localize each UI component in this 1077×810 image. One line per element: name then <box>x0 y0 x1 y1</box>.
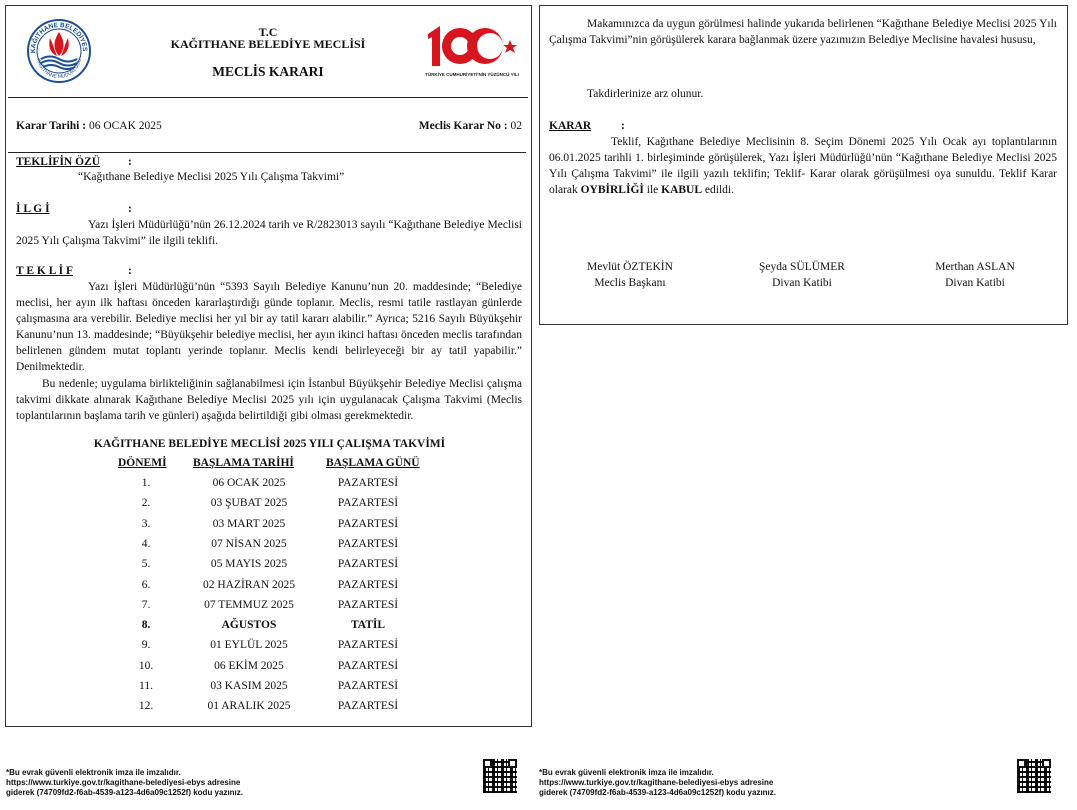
calendar-period: 2. <box>141 497 151 510</box>
calendar-row <box>6 558 533 578</box>
calendar-title: KAĞITHANE BELEDİYE MECLİSİ 2025 YILI ÇALIŞMA TAKVİMİ <box>93 438 446 450</box>
svg-text:KAĞITHANE BELEDİYESİ: KAĞITHANE BELEDİYES <box>29 21 89 54</box>
council-heading: KAĞITHANE BELEDİYE MECLİSİ <box>170 37 366 51</box>
calendar-start-day: PAZARTESİ <box>337 578 399 591</box>
signatory-title: Divan Katibi <box>772 277 832 289</box>
decision-number-value: 02 <box>510 120 522 132</box>
decision-text-main: Teklif, Kağıthane Belediye Meclisinin 8. Seçim Dönemi 2025 Yılı Ocak ayı toplantılarının 06.01.2025 tarihli 1. birleşiminde görüşülerek, Yazı İşleri Müdürlüğü’nün “Kağıthane Belediye Meclisi 2025 Yılı Çalışma Takvimi” ile ilgili yazılı teklifin; Teklif- Karar olarak görüşülmesi oya sunuldu. Teklif Karar olarak <box>549 136 1057 196</box>
calendar-start-day: PAZARTESİ <box>337 700 399 713</box>
calendar-start-date: 07 TEMMUZ 2025 <box>204 598 294 611</box>
signatory-title: Meclis Başkanı <box>594 277 666 289</box>
signatory-3 <box>913 259 1037 291</box>
decision-text-end: edildi. <box>704 184 734 196</box>
tc-heading: T.C <box>258 25 278 39</box>
proposal-paragraph-2: Bu nedenle; uygulama birlikteliğinin sağlanabilmesi için İstanbul Büyükşehir Belediye Meclisi çalışma takvimi dikkate alınarak Kağıthane Belediye Meclisi 2025 yılı için uygulanacak Çalışma Takvimi (Meclis toplantılarının başlama tarih ve günleri) aşağıda belirtildiği gibi olması gerekmektedir. <box>16 378 522 422</box>
reference-heading-row <box>16 201 136 217</box>
calendar-period: 12. <box>138 700 154 713</box>
calendar-start-date: 03 MART 2025 <box>212 517 286 530</box>
calendar-row <box>6 660 533 680</box>
calendar-period: 11. <box>139 680 153 692</box>
summary-heading: TEKLİFİN ÖZÜ <box>16 156 101 168</box>
signatory-1 <box>568 259 692 291</box>
calendar-start-day: PAZARTESİ <box>337 517 399 530</box>
calendar-start-date: 07 NİSAN 2025 <box>211 537 287 550</box>
calendar-start-day: PAZARTESİ <box>337 659 399 672</box>
calendar-start-date: 01 ARALIK 2025 <box>207 700 291 713</box>
decision-text-with: ile <box>646 184 659 196</box>
calendar-header-start-date: BAŞLAMA TARİHİ <box>193 457 294 469</box>
decision-unanimous: OYBİRLİĞİ <box>580 184 644 196</box>
summary-text: “Kağıthane Belediye Meclisi 2025 Yılı Çalışma Takvimi” <box>78 171 345 183</box>
right-page-panel <box>539 5 1068 325</box>
calendar-row <box>6 518 533 538</box>
submission-line: Takdirlerinize arz olunur. <box>587 88 704 100</box>
calendar-start-date: 06 EKİM 2025 <box>214 659 284 672</box>
calendar-row <box>6 477 533 497</box>
document-type-heading: MECLİS KARARI <box>212 64 324 79</box>
decision-text <box>549 134 1057 198</box>
signatory-name: Mevlüt ÖZTEKİN <box>587 261 673 273</box>
calendar-start-day: PAZARTESİ <box>337 639 399 652</box>
left-page-panel <box>5 5 532 727</box>
esign-note: *Bu evrak güvenli elektronik imza ile imzalıdır. <box>539 768 714 777</box>
calendar-period: 9. <box>141 639 151 652</box>
calendar-start-day: PAZARTESİ <box>337 537 399 550</box>
calendar-start-day: PAZARTESİ <box>337 477 399 489</box>
right-qr-code-icon <box>1017 759 1051 793</box>
left-qr-code-icon <box>483 759 517 793</box>
calendar-period: 1. <box>141 477 151 489</box>
decision-accepted: KABUL <box>661 184 703 196</box>
calendar-start-date: 03 ŞUBAT 2025 <box>210 497 288 510</box>
signatory-name: Merthan ASLAN <box>935 261 1015 273</box>
calendar-start-date: 06 OCAK 2025 <box>212 477 286 489</box>
summary-colon: : <box>128 156 132 168</box>
reference-colon: : <box>128 203 132 215</box>
svg-text:KAĞITHANE MÜDÜRLÜĞÜ: KAĞITHANE MÜDÜRLÜĞÜ <box>35 57 83 81</box>
calendar-row <box>6 639 533 659</box>
calendar-start-day: PAZARTESİ <box>337 598 399 611</box>
reference-text: Yazı İşleri Müdürlüğü’nün 26.12.2024 tarih ve R/2823013 sayılı “Kağıthane Belediye Meclisi 2025 Yılı Çalışma Takvimi” ile ilgili teklifi. <box>16 219 522 247</box>
proposal-colon: : <box>128 265 132 277</box>
proposal-heading: T E K L İ F <box>16 265 73 277</box>
proposal-paragraph-1: Yazı İşleri Müdürlüğü’nün “5393 Sayılı Belediye Kanunu’nun 20. maddesinde; “Belediye meclisi, her ayın ilk haftası önceden kararlaştırdığı günde toplanır. Meclis, resmi tatile rastlayan günlerde çalışmasına ara verebilir. Belediye meclisi her yıl bir ay tatil kararı alabilir.” Ayrıca; 5216 Sayılı Büyükşehir Kanunu’nun 13. maddesinde; “Büyükşehir belediye meclisi, her ayın ikinci haftası önceden meclis tarafından belirlenen gündem mutat toplantı yerinde toplanır. Meclis kendi belirleyeceği bir ay tatil yapabilir.” Denilmektedir. <box>16 281 522 373</box>
calendar-period: 3. <box>141 517 151 530</box>
republic-100-year-logo <box>422 20 522 82</box>
calendar-start-day: PAZARTESİ <box>337 497 399 510</box>
esign-code: giderek (74709fd2-f6ab-4539-a123-4d6a09c1252f) kodu yazınız. <box>6 788 244 797</box>
left-footer-esignature <box>6 768 243 798</box>
proposal-heading-row <box>16 263 136 279</box>
esign-note: *Bu evrak güvenli elektronik imza ile imzalıdır. <box>6 768 181 777</box>
signatory-name: Şeyda SÜLÜMER <box>759 261 845 273</box>
calendar-row <box>6 579 533 599</box>
decision-date <box>16 118 162 134</box>
calendar-row <box>6 538 533 558</box>
kagithane-municipality-logo <box>26 18 92 84</box>
calendar-row <box>6 599 533 619</box>
meta-divider <box>8 152 526 153</box>
calendar-period: 5. <box>141 558 151 571</box>
esign-url[interactable]: https://www.turkiye.gov.tr/kagithane-belediyesi-ebys adresine <box>6 778 241 787</box>
decision-heading-row <box>549 118 639 134</box>
calendar-row <box>6 680 533 700</box>
calendar-row <box>6 700 533 720</box>
decision-heading: KARAR <box>549 120 592 132</box>
decision-colon: : <box>621 120 625 132</box>
calendar-period: 6. <box>141 578 151 591</box>
calendar-start-date: 02 HAZİRAN 2025 <box>203 578 295 591</box>
calendar-start-date: 03 KASIM 2025 <box>210 680 288 692</box>
anniversary-100-icon <box>422 20 522 72</box>
calendar-start-day: PAZARTESİ <box>337 680 399 692</box>
summary-heading-row <box>16 154 136 170</box>
decision-date-label: Karar Tarihi : <box>16 120 87 132</box>
calendar-period: 8. <box>141 619 151 632</box>
right-footer-esignature <box>539 768 776 798</box>
calendar-header-period: DÖNEMİ <box>118 457 167 469</box>
calendar-start-date: AĞUSTOS <box>221 619 277 632</box>
reference-heading: İ L G İ <box>16 203 50 215</box>
decision-number-label: Meclis Karar No : <box>418 120 508 132</box>
calendar-period: 7. <box>141 598 151 611</box>
anniversary-caption: TÜRKİYE CUMHURİYETİ'NİN YÜZÜNCÜ YILI <box>425 72 519 77</box>
calendar-start-day: TATİL <box>350 619 386 632</box>
calendar-period: 10. <box>138 659 154 672</box>
calendar-header-start-day: BAŞLAMA GÜNÜ <box>326 457 420 469</box>
calendar-row <box>6 497 533 517</box>
request-paragraph: Makamınızca da uygun görülmesi halinde yukarıda belirlenen “Kağıthane Belediye Meclisi 2025 Yılı Çalışma Takvimi”nin görüşülerek karara bağlanmak üzere yazımızın Belediye Meclisine havalesi hususu, <box>549 18 1057 46</box>
calendar-period: 4. <box>141 537 151 550</box>
calendar-start-date: 01 EYLÜL 2025 <box>210 639 288 652</box>
decision-number <box>419 118 522 134</box>
esign-code: giderek (74709fd2-f6ab-4539-a123-4d6a09c1252f) kodu yazınız. <box>539 788 777 797</box>
signatory-2 <box>740 259 864 291</box>
calendar-row <box>6 619 533 639</box>
header-divider <box>8 97 528 98</box>
esign-url[interactable]: https://www.turkiye.gov.tr/kagithane-belediyesi-ebys adresine <box>539 778 774 787</box>
signatory-title: Divan Katibi <box>945 277 1005 289</box>
calendar-start-date: 05 MAYIS 2025 <box>210 558 288 571</box>
decision-date-value: 06 OCAK 2025 <box>88 120 162 132</box>
calendar-start-day: PAZARTESİ <box>337 558 399 571</box>
